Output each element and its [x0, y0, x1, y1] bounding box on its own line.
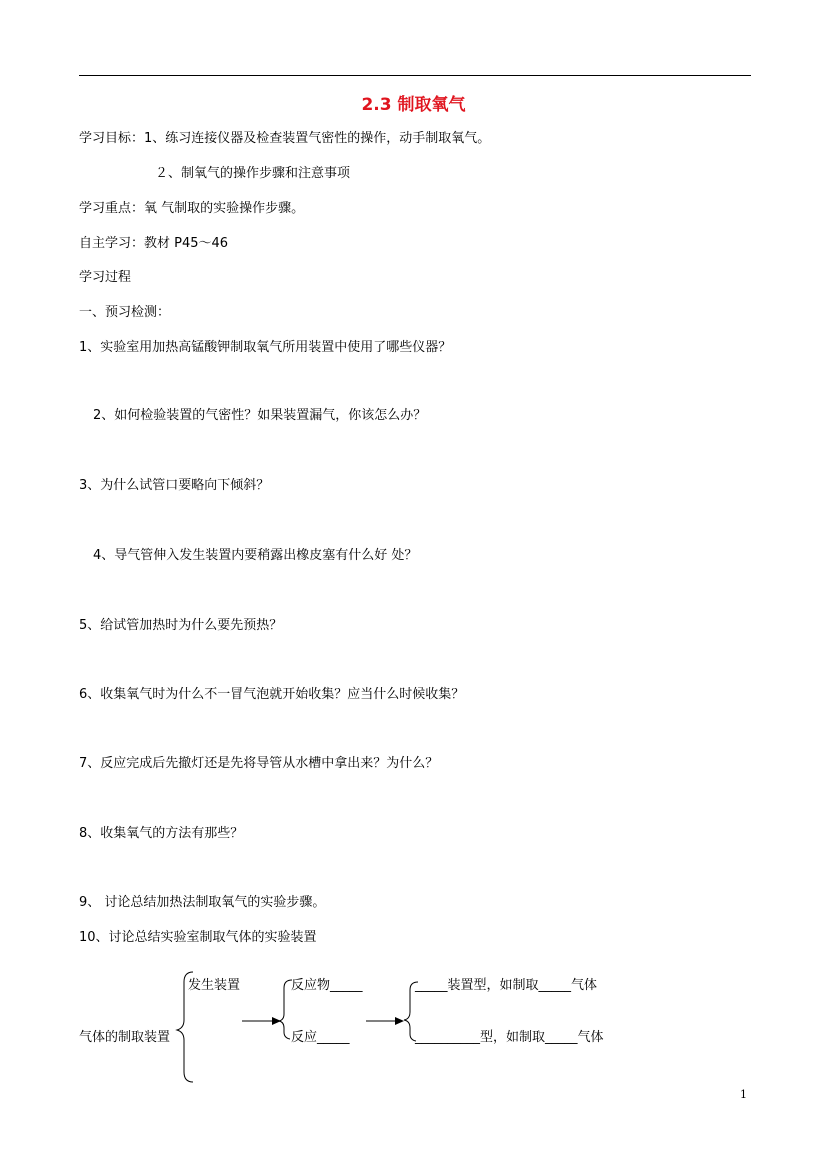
page-title: 2.3 制取氧气: [361, 95, 466, 115]
learning-goal-2: ２、制氧气的操作步骤和注意事项: [155, 166, 351, 181]
self-study: 自主学习：教材 P45～46: [79, 236, 229, 251]
question-item: 4、导气管伸入发生装置内要稍露出橡皮塞有什么好 处？: [93, 548, 418, 563]
diagram-branch-generator: 发生装置: [188, 978, 241, 993]
question-item: 8、收集氧气的方法有那些？: [79, 826, 244, 841]
question-item: 10、讨论总结实验室制取气体的实验装置: [79, 930, 317, 945]
question-item: 5、给试管加热时为什么要先预热？: [79, 618, 283, 633]
page-number: 1: [740, 1088, 747, 1101]
diagram-device-type-2: __________型，如制取_____气体: [415, 1030, 604, 1045]
learning-focus: 学习重点：氧 气制取的实验操作步骤。: [79, 201, 305, 216]
question-item: 3、为什么试管口要略向下倾斜？: [79, 478, 270, 493]
question-item: 2、如何检验装置的气密性？如果装置漏气，你该怎么办？: [93, 408, 427, 423]
diagram-reactant: 反应物_____: [291, 978, 363, 993]
question-item: 7、反应完成后先撤灯还是先将导管从水槽中拿出来？为什么？: [79, 756, 439, 771]
arrow-2-head: [395, 1017, 404, 1025]
question-item: 1、实验室用加热高锰酸钾制取氧气所用装置中使用了哪些仪器？: [79, 340, 452, 355]
learning-process-heading: 学习过程: [79, 270, 132, 285]
question-item: 9、 讨论总结加热法制取氧气的实验步骤。: [79, 895, 326, 910]
diagram-reaction: 反应_____: [291, 1030, 350, 1045]
diagram-root: 气体的制取装置: [79, 1030, 171, 1045]
learning-goal-1: 学习目标：1、练习连接仪器及检查装置气密性的操作，动手制取氧气。: [79, 131, 491, 146]
diagram-device-type-1: _____装置型，如制取_____气体: [415, 978, 598, 993]
section-heading: 一、预习检测：: [79, 305, 171, 320]
question-item: 6、收集氧气时为什么不一冒气泡就开始收集？应当什么时候收集？: [79, 687, 465, 702]
